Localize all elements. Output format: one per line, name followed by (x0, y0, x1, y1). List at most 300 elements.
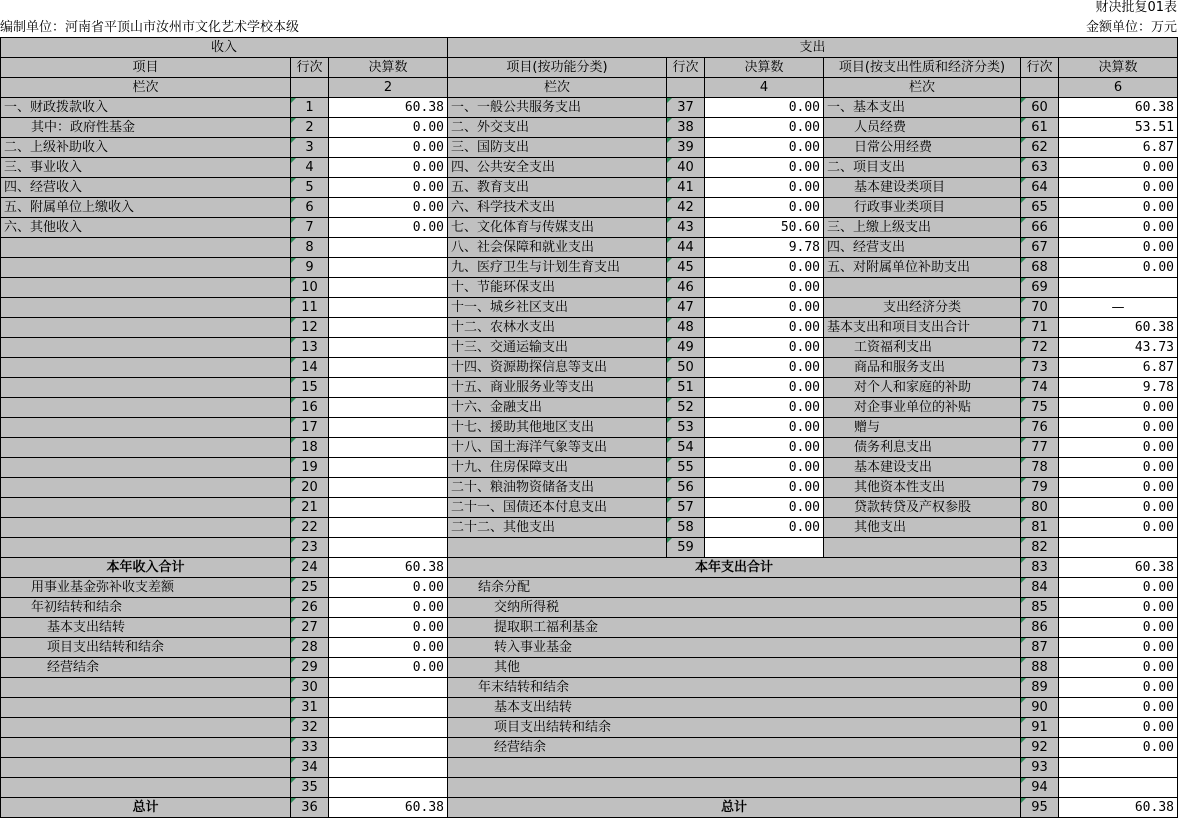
func-line-cell[interactable]: 43 (667, 218, 705, 238)
nature-amount-cell[interactable]: 0.00 (1059, 438, 1178, 458)
func-amount-cell[interactable]: 0.00 (705, 458, 824, 478)
func-amount-cell[interactable] (705, 538, 824, 558)
nature-line-cell[interactable]: 74 (1021, 378, 1059, 398)
expense-amount-cell[interactable] (1059, 778, 1178, 798)
table-row (1, 178, 1178, 198)
income-amount-cell[interactable] (329, 678, 448, 698)
income-item-cell[interactable] (1, 278, 291, 298)
income-amount-cell[interactable]: 0.00 (329, 638, 448, 658)
nature-item-cell[interactable]: 三、上缴上级支出 (824, 218, 1021, 238)
func-amount-cell[interactable]: 0.00 (705, 398, 824, 418)
income-line-cell[interactable]: 30 (291, 678, 329, 698)
income-line-cell[interactable]: 35 (291, 778, 329, 798)
income-line-cell[interactable]: 17 (291, 418, 329, 438)
income-amount-cell[interactable] (329, 358, 448, 378)
nature-line-cell[interactable]: 79 (1021, 478, 1059, 498)
income-item-cell[interactable]: 三、事业收入 (1, 158, 291, 178)
income-item-cell[interactable]: 其中：政府性基金 (1, 118, 291, 138)
income-item-cell[interactable] (1, 478, 291, 498)
expense-item-cell[interactable]: 转入事业基金 (448, 638, 1021, 658)
func-line-cell[interactable]: 51 (667, 378, 705, 398)
expense-amount-cell[interactable] (1059, 758, 1178, 778)
nature-line-cell[interactable]: 81 (1021, 518, 1059, 538)
nature-item-cell[interactable] (824, 278, 1021, 298)
func-amount-cell[interactable]: 0.00 (705, 258, 824, 278)
func-line-cell[interactable]: 54 (667, 438, 705, 458)
func-amount-cell[interactable]: 0.00 (705, 118, 824, 138)
final-accounts-table (0, 37, 1178, 818)
func-item-cell[interactable]: 九、医疗卫生与计划生育支出 (448, 258, 667, 278)
income-line-cell[interactable]: 25 (291, 578, 329, 598)
nature-item-cell[interactable]: 基本建设类项目 (824, 178, 1021, 198)
income-line-cell[interactable]: 11 (291, 298, 329, 318)
income-item-cell[interactable]: 六、其他收入 (1, 218, 291, 238)
func-item-cell[interactable]: 二十二、其他支出 (448, 518, 667, 538)
nature-line-cell[interactable]: 75 (1021, 398, 1059, 418)
func-item-cell[interactable]: 二、外交支出 (448, 118, 667, 138)
income-item-cell[interactable] (1, 358, 291, 378)
income-total-line[interactable]: 24 (291, 558, 329, 578)
func-amount-cell[interactable]: 0.00 (705, 498, 824, 518)
func-line-cell[interactable]: 48 (667, 318, 705, 338)
income-amount-cell[interactable]: 0.00 (329, 598, 448, 618)
func-item-cell[interactable]: 十四、资源勘探信息等支出 (448, 358, 667, 378)
expense-line-cell[interactable]: 90 (1021, 698, 1059, 718)
func-line-cell[interactable]: 38 (667, 118, 705, 138)
nature-item-cell[interactable]: 五、对附属单位补助支出 (824, 258, 1021, 278)
func-amount-cell[interactable]: 0.00 (705, 438, 824, 458)
func-line-cell[interactable]: 57 (667, 498, 705, 518)
income-amount-cell[interactable] (329, 438, 448, 458)
income-line-cell[interactable]: 21 (291, 498, 329, 518)
expense-item-cell[interactable]: 基本支出结转 (448, 698, 1021, 718)
income-grand-total-value[interactable]: 60.38 (329, 798, 448, 818)
expense-item-cell[interactable] (448, 758, 1021, 778)
func-line-cell[interactable]: 45 (667, 258, 705, 278)
expense-grand-total-label: 总计 (448, 798, 1021, 818)
income-line-cell[interactable]: 32 (291, 718, 329, 738)
income-line-cell[interactable]: 31 (291, 698, 329, 718)
table-row (1, 138, 1178, 158)
expense-amount-cell[interactable]: 0.00 (1059, 618, 1178, 638)
nature-amount-cell[interactable]: 0.00 (1059, 518, 1178, 538)
income-item-cell[interactable]: 四、经营收入 (1, 178, 291, 198)
income-amount-cell[interactable] (329, 238, 448, 258)
func-amount-cell[interactable]: 0.00 (705, 478, 824, 498)
func-line-cell[interactable]: 41 (667, 178, 705, 198)
income-item-cell[interactable]: 项目支出结转和结余 (1, 638, 291, 658)
income-item-cell[interactable]: 五、附属单位上缴收入 (1, 198, 291, 218)
income-line-cell[interactable]: 5 (291, 178, 329, 198)
func-line-cell[interactable]: 56 (667, 478, 705, 498)
nature-amount-cell[interactable]: 0.00 (1059, 258, 1178, 278)
income-grand-total-label: 总计 (1, 798, 291, 818)
expense-amount-cell[interactable]: 0.00 (1059, 698, 1178, 718)
income-amount-cell[interactable] (329, 738, 448, 758)
income-item-cell[interactable] (1, 518, 291, 538)
nature-item-cell[interactable]: 商品和服务支出 (824, 358, 1021, 378)
nature-item-cell[interactable]: 一、基本支出 (824, 98, 1021, 118)
expense-grand-total-line[interactable]: 95 (1021, 798, 1059, 818)
income-grand-total-line[interactable]: 36 (291, 798, 329, 818)
nature-line-cell[interactable]: 78 (1021, 458, 1059, 478)
func-item-cell[interactable]: 二十一、国债还本付息支出 (448, 498, 667, 518)
func-amount-cell[interactable]: 50.60 (705, 218, 824, 238)
income-line-cell[interactable]: 19 (291, 458, 329, 478)
func-item-cell[interactable]: 十九、住房保障支出 (448, 458, 667, 478)
income-line-cell[interactable]: 18 (291, 438, 329, 458)
income-item-cell[interactable] (1, 378, 291, 398)
income-item-cell[interactable] (1, 498, 291, 518)
func-item-cell[interactable]: 四、公共安全支出 (448, 158, 667, 178)
expense-line-cell[interactable]: 89 (1021, 678, 1059, 698)
func-item-cell[interactable]: 十六、金融支出 (448, 398, 667, 418)
func-line-cell[interactable]: 50 (667, 358, 705, 378)
income-item-cell[interactable] (1, 458, 291, 478)
func-item-cell[interactable]: 十七、援助其他地区支出 (448, 418, 667, 438)
income-amount-cell[interactable] (329, 718, 448, 738)
income-line-cell[interactable]: 8 (291, 238, 329, 258)
nature-item-cell[interactable]: 基本支出和项目支出合计 (824, 318, 1021, 338)
income-line-cell[interactable]: 28 (291, 638, 329, 658)
expense-item-cell[interactable] (448, 778, 1021, 798)
income-item-cell[interactable] (1, 318, 291, 338)
expense-line-cell[interactable]: 85 (1021, 598, 1059, 618)
income-amount-cell[interactable]: 0.00 (329, 158, 448, 178)
func-amount-cell[interactable]: 0.00 (705, 358, 824, 378)
nature-item-cell[interactable]: 行政事业类项目 (824, 198, 1021, 218)
income-amount-cell[interactable] (329, 458, 448, 478)
nature-amount-cell[interactable]: 53.51 (1059, 118, 1178, 138)
func-item-cell[interactable]: 十一、城乡社区支出 (448, 298, 667, 318)
nature-line-cell[interactable]: 82 (1021, 538, 1059, 558)
func-item-cell[interactable]: 六、科学技术支出 (448, 198, 667, 218)
income-line-cell[interactable]: 10 (291, 278, 329, 298)
nature-item-cell[interactable]: 对企事业单位的补贴 (824, 398, 1021, 418)
nature-amount-cell[interactable]: 0.00 (1059, 498, 1178, 518)
income-line-cell[interactable]: 7 (291, 218, 329, 238)
func-amount-cell[interactable]: 0.00 (705, 98, 824, 118)
income-amount-cell[interactable] (329, 278, 448, 298)
nature-item-cell[interactable]: 赠与 (824, 418, 1021, 438)
income-amount-cell[interactable]: 0.00 (329, 138, 448, 158)
income-item-cell[interactable]: 基本支出结转 (1, 618, 291, 638)
nature-line-cell[interactable]: 76 (1021, 418, 1059, 438)
nature-line-cell[interactable]: 72 (1021, 338, 1059, 358)
nature-amount-cell[interactable]: 6.87 (1059, 138, 1178, 158)
expense-total-value[interactable]: 60.38 (1059, 558, 1178, 578)
income-item-cell[interactable] (1, 538, 291, 558)
expense-item-cell[interactable]: 年末结转和结余 (448, 678, 1021, 698)
income-line-cell[interactable]: 14 (291, 358, 329, 378)
expense-line-cell[interactable]: 94 (1021, 778, 1059, 798)
income-item-cell[interactable] (1, 738, 291, 758)
expense-line-cell[interactable]: 92 (1021, 738, 1059, 758)
func-amount-cell[interactable]: 0.00 (705, 518, 824, 538)
income-amount-cell[interactable]: 0.00 (329, 198, 448, 218)
expense-amount-cell[interactable]: 0.00 (1059, 598, 1178, 618)
income-line-cell[interactable]: 2 (291, 118, 329, 138)
func-line-cell[interactable]: 49 (667, 338, 705, 358)
nature-line-cell[interactable]: 66 (1021, 218, 1059, 238)
income-amount-cell[interactable]: 0.00 (329, 218, 448, 238)
income-line-cell[interactable]: 16 (291, 398, 329, 418)
income-item-cell[interactable]: 一、财政拨款收入 (1, 98, 291, 118)
func-amount-cell[interactable]: 0.00 (705, 298, 824, 318)
table-row (1, 518, 1178, 538)
income-amount-cell[interactable]: 0.00 (329, 618, 448, 638)
nature-line-cell[interactable]: 77 (1021, 438, 1059, 458)
expense-line-cell[interactable]: 86 (1021, 618, 1059, 638)
expense-line-cell[interactable]: 87 (1021, 638, 1059, 658)
nature-amount-cell[interactable]: 0.00 (1059, 458, 1178, 478)
nature-line-cell[interactable]: 61 (1021, 118, 1059, 138)
nature-item-cell[interactable]: 其他资本性支出 (824, 478, 1021, 498)
expense-grand-total-value[interactable]: 60.38 (1059, 798, 1178, 818)
nature-amount-cell[interactable] (1059, 538, 1178, 558)
func-amount-cell[interactable]: 0.00 (705, 338, 824, 358)
func-line-cell[interactable]: 55 (667, 458, 705, 478)
func-item-cell[interactable]: 十八、国土海洋气象等支出 (448, 438, 667, 458)
nature-item-cell[interactable] (824, 538, 1021, 558)
table-row (1, 158, 1178, 178)
func-amount-cell[interactable]: 9.78 (705, 238, 824, 258)
nature-line-cell[interactable]: 73 (1021, 358, 1059, 378)
nature-amount-cell[interactable]: 0.00 (1059, 218, 1178, 238)
nature-amount-cell[interactable]: 0.00 (1059, 238, 1178, 258)
func-line-cell[interactable]: 37 (667, 98, 705, 118)
func-amount-cell[interactable]: 0.00 (705, 418, 824, 438)
income-amount-cell[interactable] (329, 538, 448, 558)
income-line-cell[interactable]: 4 (291, 158, 329, 178)
income-amount-cell[interactable]: 0.00 (329, 118, 448, 138)
income-line-cell[interactable]: 13 (291, 338, 329, 358)
expense-line-cell[interactable]: 91 (1021, 718, 1059, 738)
income-amount-cell[interactable] (329, 478, 448, 498)
income-amount-cell[interactable] (329, 778, 448, 798)
func-amount-cell[interactable]: 0.00 (705, 178, 824, 198)
income-amount-cell[interactable] (329, 698, 448, 718)
income-line-cell[interactable]: 15 (291, 378, 329, 398)
expense-amount-cell[interactable]: 0.00 (1059, 738, 1178, 758)
func-line-cell[interactable]: 42 (667, 198, 705, 218)
nature-line-cell[interactable]: 69 (1021, 278, 1059, 298)
nature-amount-cell[interactable] (1059, 278, 1178, 298)
func-item-cell[interactable]: 十、节能环保支出 (448, 278, 667, 298)
func-amount-cell[interactable]: 0.00 (705, 278, 824, 298)
func-amount-cell[interactable]: 0.00 (705, 318, 824, 338)
expense-item-cell[interactable]: 项目支出结转和结余 (448, 718, 1021, 738)
func-item-cell[interactable] (448, 538, 667, 558)
expense-item-cell[interactable]: 提取职工福利基金 (448, 618, 1021, 638)
income-line-cell[interactable]: 27 (291, 618, 329, 638)
nature-amount-cell[interactable]: 9.78 (1059, 378, 1178, 398)
income-line-cell[interactable]: 12 (291, 318, 329, 338)
func-line-cell[interactable]: 40 (667, 158, 705, 178)
table-row (1, 238, 1178, 258)
income-item-cell[interactable] (1, 678, 291, 698)
expense-item-cell[interactable]: 结余分配 (448, 578, 1021, 598)
income-amount-cell[interactable] (329, 758, 448, 778)
nature-line-cell[interactable]: 67 (1021, 238, 1059, 258)
expense-amount-cell[interactable]: 0.00 (1059, 658, 1178, 678)
nature-item-cell[interactable]: 日常公用经费 (824, 138, 1021, 158)
income-line-cell[interactable]: 22 (291, 518, 329, 538)
nature-item-cell[interactable]: 其他支出 (824, 518, 1021, 538)
income-total-value[interactable]: 60.38 (329, 558, 448, 578)
income-amount-cell[interactable] (329, 498, 448, 518)
income-item-cell[interactable] (1, 298, 291, 318)
nature-amount-cell[interactable]: 0.00 (1059, 178, 1178, 198)
nature-amount-cell[interactable]: 0.00 (1059, 158, 1178, 178)
func-item-cell[interactable]: 一、一般公共服务支出 (448, 98, 667, 118)
nature-item-cell[interactable]: 二、项目支出 (824, 158, 1021, 178)
nature-item-cell[interactable]: 四、经营支出 (824, 238, 1021, 258)
nature-item-cell[interactable]: 人员经费 (824, 118, 1021, 138)
income-amount-cell[interactable] (329, 378, 448, 398)
expense-line-cell[interactable]: 88 (1021, 658, 1059, 678)
table-row (1, 498, 1178, 518)
nature-amount-cell[interactable]: 0.00 (1059, 198, 1178, 218)
nature-amount-cell[interactable]: 0.00 (1059, 418, 1178, 438)
income-item-cell[interactable] (1, 758, 291, 778)
income-item-cell[interactable]: 年初结转和结余 (1, 598, 291, 618)
nature-amount-cell[interactable]: 60.38 (1059, 318, 1178, 338)
income-amount-cell[interactable]: 60.38 (329, 98, 448, 118)
nature-item-cell[interactable]: 对个人和家庭的补助 (824, 378, 1021, 398)
expense-amount-cell[interactable]: 0.00 (1059, 678, 1178, 698)
income-item-cell[interactable]: 二、上级补助收入 (1, 138, 291, 158)
income-item-cell[interactable]: 经营结余 (1, 658, 291, 678)
nature-line-cell[interactable]: 68 (1021, 258, 1059, 278)
expense-line-cell[interactable]: 93 (1021, 758, 1059, 778)
income-amount-cell[interactable] (329, 338, 448, 358)
income-amount-cell[interactable] (329, 398, 448, 418)
nature-item-cell[interactable]: 债务利息支出 (824, 438, 1021, 458)
func-item-cell[interactable]: 十二、农林水支出 (448, 318, 667, 338)
func-amount-cell[interactable]: 0.00 (705, 138, 824, 158)
income-amount-cell[interactable] (329, 298, 448, 318)
nature-line-cell[interactable]: 62 (1021, 138, 1059, 158)
nature-line-cell[interactable]: 63 (1021, 158, 1059, 178)
income-amount-cell[interactable] (329, 318, 448, 338)
nature-col-blank (1021, 78, 1059, 98)
nature-line-cell[interactable]: 64 (1021, 178, 1059, 198)
nature-amount-cell[interactable]: — (1059, 298, 1178, 318)
income-line-cell[interactable]: 1 (291, 98, 329, 118)
nature-amount-cell[interactable]: 43.73 (1059, 338, 1178, 358)
func-line-cell[interactable]: 53 (667, 418, 705, 438)
table-row (1, 458, 1178, 478)
nature-item-cell[interactable]: 贷款转贷及产权参股 (824, 498, 1021, 518)
income-item-cell[interactable]: 用事业基金弥补收支差额 (1, 578, 291, 598)
nature-line-cell[interactable]: 60 (1021, 98, 1059, 118)
func-line-cell[interactable]: 44 (667, 238, 705, 258)
table-row (1, 438, 1178, 458)
nature-amount-cell[interactable]: 6.87 (1059, 358, 1178, 378)
income-item-cell[interactable] (1, 778, 291, 798)
expense-line-cell[interactable]: 84 (1021, 578, 1059, 598)
nature-line-cell[interactable]: 65 (1021, 198, 1059, 218)
func-item-cell[interactable]: 二十、粮油物资储备支出 (448, 478, 667, 498)
func-item-cell[interactable]: 七、文化体育与传媒支出 (448, 218, 667, 238)
expense-section-header: 支出 (448, 38, 1178, 58)
income-line-cell[interactable]: 20 (291, 478, 329, 498)
func-item-cell[interactable]: 十五、商业服务业等支出 (448, 378, 667, 398)
expense-total-line[interactable]: 83 (1021, 558, 1059, 578)
func-line-cell[interactable]: 59 (667, 538, 705, 558)
nature-item-cell[interactable]: 工资福利支出 (824, 338, 1021, 358)
func-item-cell[interactable]: 三、国防支出 (448, 138, 667, 158)
func-item-header: 项目(按功能分类) (448, 58, 667, 78)
nature-amount-cell[interactable]: 0.00 (1059, 398, 1178, 418)
expense-item-cell[interactable]: 经营结余 (448, 738, 1021, 758)
income-item-cell[interactable] (1, 398, 291, 418)
income-item-cell[interactable] (1, 258, 291, 278)
nature-item-cell[interactable]: 支出经济分类 (824, 298, 1021, 318)
income-amount-cell[interactable] (329, 418, 448, 438)
func-item-cell[interactable]: 十三、交通运输支出 (448, 338, 667, 358)
income-line-cell[interactable]: 23 (291, 538, 329, 558)
expense-item-cell[interactable]: 交纳所得税 (448, 598, 1021, 618)
income-line-cell[interactable]: 33 (291, 738, 329, 758)
func-item-cell[interactable]: 五、教育支出 (448, 178, 667, 198)
income-amount-cell[interactable] (329, 258, 448, 278)
table-row (1, 658, 1178, 678)
func-line-cell[interactable]: 58 (667, 518, 705, 538)
nature-amount-cell[interactable]: 60.38 (1059, 98, 1178, 118)
income-item-cell[interactable] (1, 698, 291, 718)
income-line-cell[interactable]: 29 (291, 658, 329, 678)
income-item-cell[interactable] (1, 418, 291, 438)
income-col-number: 2 (329, 78, 448, 98)
income-item-cell[interactable] (1, 718, 291, 738)
func-line-cell[interactable]: 47 (667, 298, 705, 318)
func-item-cell[interactable]: 八、社会保障和就业支出 (448, 238, 667, 258)
nature-amount-cell[interactable]: 0.00 (1059, 478, 1178, 498)
func-amount-cell[interactable]: 0.00 (705, 198, 824, 218)
table-row (1, 538, 1178, 558)
nature-line-cell[interactable]: 80 (1021, 498, 1059, 518)
expense-amount-cell[interactable]: 0.00 (1059, 578, 1178, 598)
income-line-cell[interactable]: 26 (291, 598, 329, 618)
func-amount-cell[interactable]: 0.00 (705, 158, 824, 178)
income-line-cell[interactable]: 3 (291, 138, 329, 158)
income-line-cell[interactable]: 34 (291, 758, 329, 778)
income-item-cell[interactable] (1, 438, 291, 458)
func-line-cell[interactable]: 39 (667, 138, 705, 158)
income-amount-cell[interactable]: 0.00 (329, 178, 448, 198)
func-line-cell[interactable]: 52 (667, 398, 705, 418)
income-line-cell[interactable]: 6 (291, 198, 329, 218)
income-item-cell[interactable] (1, 338, 291, 358)
func-line-cell[interactable]: 46 (667, 278, 705, 298)
expense-item-cell[interactable]: 其他 (448, 658, 1021, 678)
expense-amount-cell[interactable]: 0.00 (1059, 638, 1178, 658)
income-amount-cell[interactable]: 0.00 (329, 578, 448, 598)
nature-line-cell[interactable]: 70 (1021, 298, 1059, 318)
income-amount-cell[interactable]: 0.00 (329, 658, 448, 678)
nature-item-header: 项目(按支出性质和经济分类) (824, 58, 1021, 78)
nature-line-cell[interactable]: 71 (1021, 318, 1059, 338)
nature-item-cell[interactable]: 基本建设支出 (824, 458, 1021, 478)
income-line-cell[interactable]: 9 (291, 258, 329, 278)
func-amount-cell[interactable]: 0.00 (705, 378, 824, 398)
income-item-cell[interactable] (1, 238, 291, 258)
income-amount-cell[interactable] (329, 518, 448, 538)
table-row (1, 698, 1178, 718)
expense-amount-cell[interactable]: 0.00 (1059, 718, 1178, 738)
